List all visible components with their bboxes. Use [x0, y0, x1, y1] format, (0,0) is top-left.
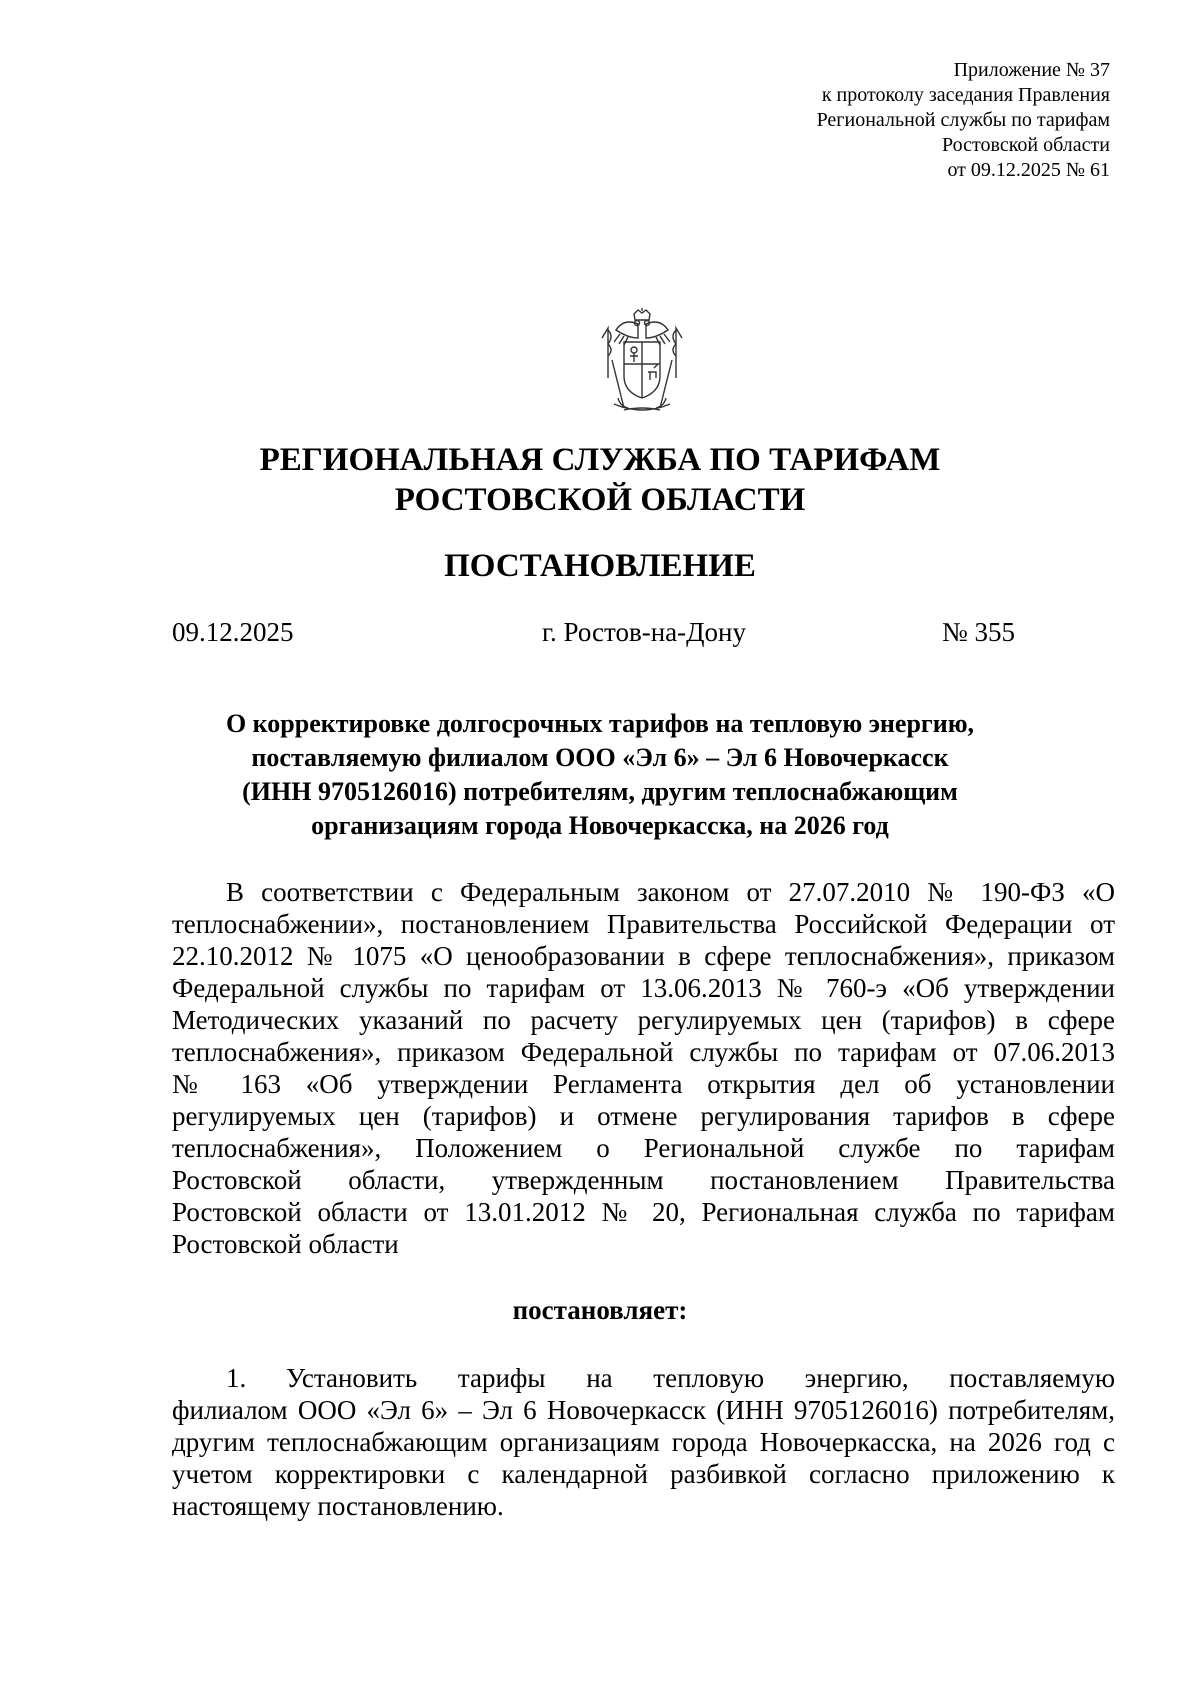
document-meta: [172, 614, 1032, 654]
item-line: настоящему постановлению.: [172, 1491, 504, 1521]
item-first-line: [172, 1362, 1115, 1394]
preamble-paragraph: [172, 876, 1115, 1260]
preamble-line: регулируемых цен (тарифов) и отмене регулирования тарифов в сфере: [172, 1101, 1115, 1131]
title-line: поставляемую филиалом ООО «Эл 6» – Эл 6 Новочеркасск: [251, 743, 949, 772]
appendix-line: Региональной службы по тарифам: [816, 109, 1110, 131]
preamble-line: Ростовской области от 13.01.2012 № 20, Региональная служба по тарифам: [172, 1197, 1115, 1227]
organization-name: [0, 440, 1200, 520]
title-line: организациям города Новочеркасска, на 2026 год: [311, 811, 889, 840]
title-line: О корректировке долгосрочных тарифов на тепловую энергию,: [225, 709, 975, 738]
document-title: [0, 707, 1200, 843]
resolves-heading: постановляет:: [512, 1295, 688, 1325]
preamble-line: В соответствии с Федеральным законом от 27.07.2010 № 190-ФЗ «О: [226, 877, 1115, 907]
document-number: № 355: [942, 617, 1016, 647]
preamble-line: теплоснабжении», постановлением Правительства Российской Федерации от: [172, 909, 1115, 939]
preamble-line: № 163 «Об утверждении Регламента открытия дел об установлении: [172, 1069, 1115, 1099]
document-type: ПОСТАНОВЛЕНИЕ: [444, 548, 756, 584]
coat-of-arms-icon: [594, 308, 690, 416]
organization-name-line: РЕГИОНАЛЬНАЯ СЛУЖБА ПО ТАРИФАМ: [259, 442, 941, 478]
appendix-line: к протоколу заседания Правления: [821, 84, 1110, 106]
document-city: г. Ростов-на-Дону: [542, 617, 747, 647]
preamble-line: 22.10.2012 № 1075 «О ценообразовании в сфере теплоснабжения», приказом: [172, 941, 1115, 971]
appendix-line: Ростовской области: [942, 134, 1110, 156]
appendix-block: [817, 58, 1110, 183]
appendix-line: Приложение № 37: [953, 59, 1110, 81]
item-number: 1.: [226, 1363, 247, 1393]
preamble-line: Методических указаний по расчету регулируемых цен (тарифов) в сфере: [172, 1005, 1115, 1035]
document-date: 09.12.2025: [172, 617, 294, 647]
list-item: [172, 1362, 1115, 1522]
preamble-line: теплоснабжения», приказом Федеральной службы по тарифам от 07.06.2013: [172, 1037, 1115, 1067]
item-line: другим теплоснабжающим организациям города Новочеркасска, на 2026 год с: [172, 1427, 1115, 1457]
organization-name-line: РОСТОВСКОЙ ОБЛАСТИ: [394, 482, 806, 518]
preamble-line: Ростовской области: [172, 1229, 399, 1259]
item-line: учетом корректировки с календарной разбивкой согласно приложению к: [172, 1459, 1115, 1489]
title-line: (ИНН 9705126016) потребителям, другим теплоснабжающим: [242, 777, 958, 806]
preamble-line: Ростовской области, утвержденным постановлением Правительства: [172, 1165, 1115, 1195]
item-first-line-text: Установить тарифы на тепловую энергию, поставляемую: [286, 1363, 1115, 1393]
appendix-line: от 09.12.2025 № 61: [947, 159, 1110, 181]
preamble-line: Федеральной службы по тарифам от 13.06.2013 № 760-э «Об утверждении: [172, 973, 1115, 1003]
preamble-line: теплоснабжения», Положением о Региональной службе по тарифам: [172, 1133, 1115, 1163]
item-line: филиалом ООО «Эл 6» – Эл 6 Новочеркасск (ИНН 9705126016) потребителям,: [172, 1395, 1115, 1425]
